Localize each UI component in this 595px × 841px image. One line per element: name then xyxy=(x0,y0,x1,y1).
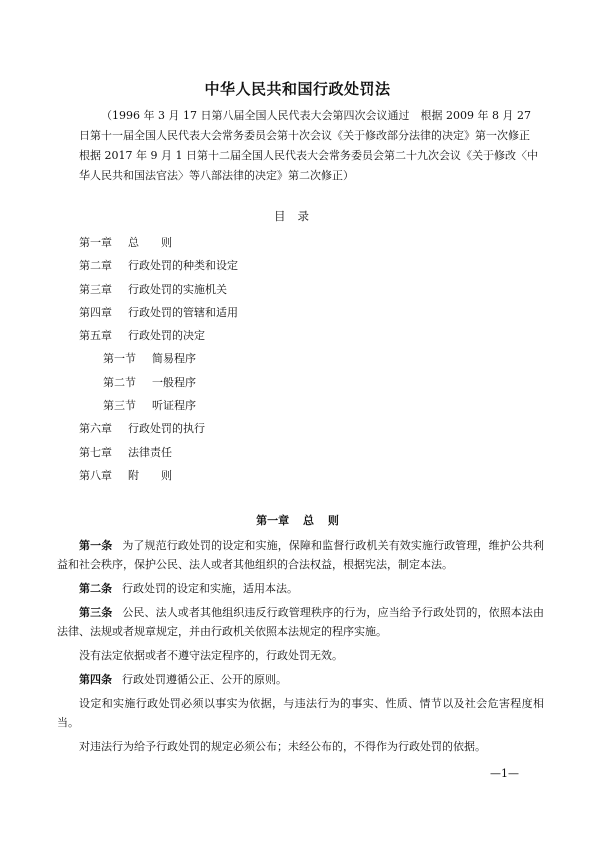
article-text: 没有法定依据或者不遵守法定程序的，行政处罚无效。 xyxy=(79,649,343,662)
article-text: 行政处罚的设定和实施，适用本法。 xyxy=(122,582,298,595)
toc-item-label: 行政处罚的决定 xyxy=(128,329,205,343)
chapter-body xyxy=(57,536,544,761)
article-text: 对违法行为给予行政处罚的规定必须公布；未经公布的，不得作为行政处罚的依据。 xyxy=(79,740,486,753)
toc-item-number: 第五章 xyxy=(79,329,112,343)
toc-item-number: 第七章 xyxy=(79,445,112,459)
toc-item-label: 一般程序 xyxy=(152,375,196,389)
page-title: 中华人民共和国行政处罚法 xyxy=(204,80,391,98)
toc-item-chapter-3 xyxy=(79,278,238,301)
article-4-clause xyxy=(57,694,544,732)
toc-item-chapter-5 xyxy=(79,324,238,347)
toc-item-number: 第四章 xyxy=(79,305,112,319)
toc-item-label: 简易程序 xyxy=(152,352,196,366)
toc-item-label: 行政处罚的种类和设定 xyxy=(128,259,238,273)
preamble: （1996 年 3 月 17 日第八届全国人民代表大会第四次会议通过 根据 2009 年 8 月 27 日第十一届全国人民代表大会常务委员会第十次会议《关于修改部分法律的决定》第一次修正 根据 2017 年 9 月 1 日第十二届全国人民代表大会常务委员会第二十九次会议《关于修改〈中华人民共和国法官法〉等八部法律的决定》第二次修正） xyxy=(79,109,541,182)
toc-item-chapter-7 xyxy=(79,441,238,464)
table-of-contents xyxy=(79,231,238,487)
toc-item-chapter-1 xyxy=(79,231,238,254)
toc-item-chapter-6 xyxy=(79,417,238,440)
toc-item-number: 第三章 xyxy=(79,282,112,296)
article-number: 第一条 xyxy=(79,539,113,552)
toc-item-label: 听证程序 xyxy=(152,399,196,413)
toc-item-number: 第一节 xyxy=(103,352,136,366)
toc-item-label: 法律责任 xyxy=(128,445,172,459)
article-1 xyxy=(57,536,544,574)
article-text: 公民、法人或者其他组织违反行政管理秩序的行为，应当给予行政处罚的，依照本法由法律、法规或者规章规定，并由行政机关依照本法规定的程序实施。 xyxy=(57,606,545,638)
toc-item-number: 第六章 xyxy=(79,422,112,436)
article-3-clause xyxy=(57,646,544,665)
article-number: 第四条 xyxy=(79,673,112,686)
article-2 xyxy=(57,579,544,598)
toc-item-label: 附 则 xyxy=(128,468,172,482)
article-4-clause xyxy=(57,737,544,756)
article-3 xyxy=(57,603,544,641)
toc-item-label: 总 则 xyxy=(128,236,172,249)
article-text: 设定和实施行政处罚必须以事实为依据，与违法行为的事实、性质、情节以及社会危害程度相当。 xyxy=(57,697,544,729)
toc-title: 目录 xyxy=(274,209,321,223)
page-number: —1— xyxy=(490,767,519,780)
toc-item-label: 行政处罚的管辖和适用 xyxy=(128,305,238,319)
toc-item-chapter-2 xyxy=(79,254,238,277)
toc-item-chapter-8 xyxy=(79,464,238,487)
article-4 xyxy=(57,670,544,689)
toc-item-label: 行政处罚的实施机关 xyxy=(128,282,227,296)
article-text: 为了规范行政处罚的设定和实施，保障和监督行政机关有效实施行政管理，维护公共利益和社会秩序，保护公民、法人或者其他组织的合法权益，根据宪法，制定本法。 xyxy=(57,539,545,571)
toc-item-number: 第二章 xyxy=(79,259,112,273)
chapter-heading: 第一章 总 则 xyxy=(256,514,339,527)
toc-item-section-1 xyxy=(79,347,238,370)
toc-item-number: 第二节 xyxy=(103,375,136,389)
toc-item-number: 第八章 xyxy=(79,468,112,482)
toc-item-chapter-4 xyxy=(79,301,238,324)
article-text: 行政处罚遵循公正、公开的原则。 xyxy=(122,673,287,686)
toc-item-label: 行政处罚的执行 xyxy=(128,422,205,436)
toc-item-number: 第三节 xyxy=(103,399,136,413)
toc-item-section-3 xyxy=(79,394,238,417)
article-number: 第二条 xyxy=(79,582,112,595)
toc-item-section-2 xyxy=(79,371,238,394)
toc-item-number: 第一章 xyxy=(79,236,112,249)
article-number: 第三条 xyxy=(79,606,113,619)
